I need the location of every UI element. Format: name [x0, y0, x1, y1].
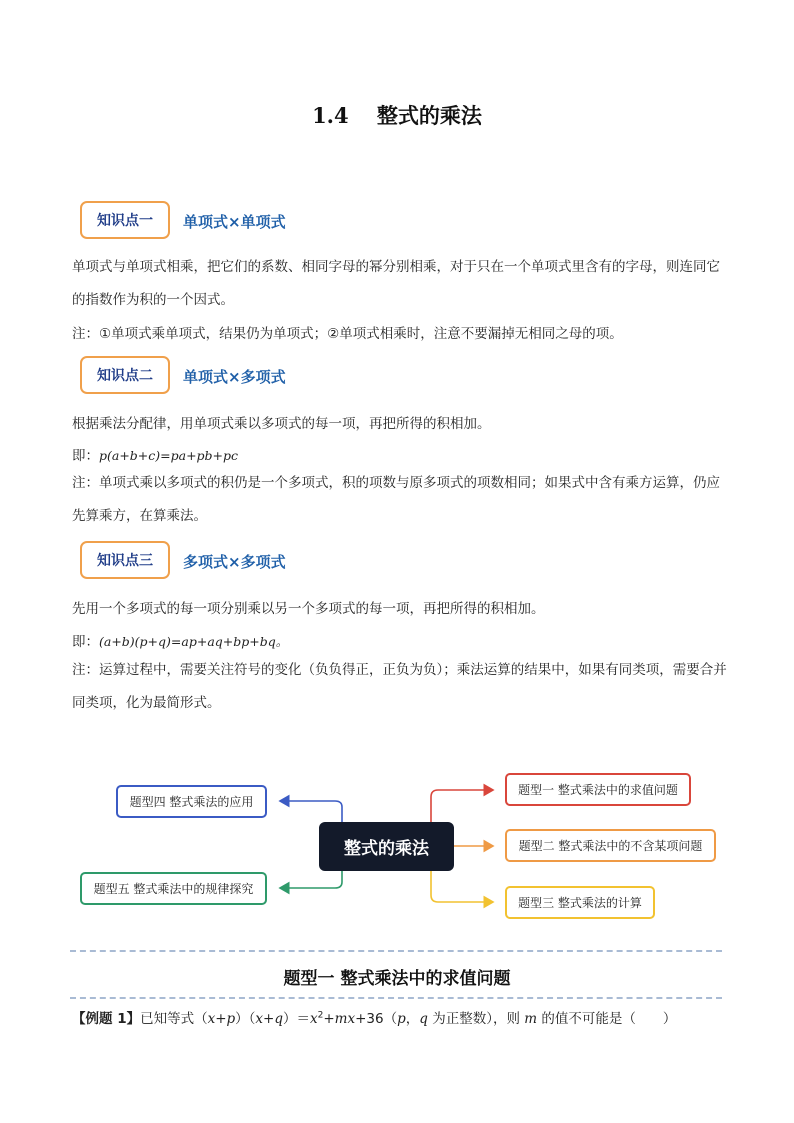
example-text: ）（: [235, 1011, 256, 1027]
knowledge-point-3-badge: 知识点三: [80, 541, 170, 579]
section-divider-bottom: [70, 997, 722, 999]
example-math: x: [310, 1011, 318, 1027]
example-text: ，: [405, 1011, 420, 1027]
mindmap-node-t5: 题型五 整式乘法中的规律探究: [80, 872, 267, 905]
example-text: ）＝: [283, 1011, 310, 1027]
knowledge-point-3-formula: (a+b)(p+q)=ap+aq+bp+bq。: [99, 634, 289, 649]
formula-prefix: 即：: [72, 634, 99, 650]
example-math: +mx+: [323, 1011, 367, 1027]
knowledge-point-2-note: 注：单项式乘以多项式的积仍是一个多项式，积的项数与原多项式的项数相同；如果式中含有乘方运算，仍应先算乘方，在算乘法。: [72, 475, 720, 524]
formula-prefix: 即：: [72, 448, 99, 464]
knowledge-point-3-text: 先用一个多项式的每一项分别乘以另一个多项式的每一项，再把所得的积相加。: [72, 601, 545, 617]
knowledge-point-2-heading: 单项式×多项式: [183, 368, 286, 386]
example-1: [72, 1007, 676, 1027]
knowledge-point-2-badge: 知识点二: [80, 356, 170, 394]
mindmap-node-t4: 题型四 整式乘法的应用: [116, 785, 267, 818]
example-math: x+q: [255, 1011, 283, 1027]
example-math: p: [397, 1011, 406, 1027]
knowledge-point-2-text: 根据乘法分配律，用单项式乘以多项式的每一项，再把所得的积相加。: [72, 416, 491, 432]
knowledge-point-1-note: 注：①单项式乘单项式，结果仍为单项式；②单项式相乘时，注意不要漏掉无相同之母的项。: [72, 326, 623, 342]
mindmap-node-t3: 题型三 整式乘法的计算: [505, 886, 655, 919]
example-number: 36: [366, 1011, 384, 1027]
knowledge-point-2-formula: p(a+b+c)=pa+pb+pc: [99, 448, 239, 463]
example-exponent: 2: [317, 1010, 324, 1021]
example-text: 为正整数），则: [427, 1011, 525, 1027]
knowledge-point-3-heading: 多项式×多项式: [183, 553, 286, 571]
page-title: 1.4 整式的乘法: [312, 103, 482, 128]
example-math: x+p: [207, 1011, 236, 1027]
section-title: 题型一 整式乘法中的求值问题: [283, 969, 511, 989]
mindmap-node-t2: 题型二 整式乘法中的不含某项问题: [505, 829, 716, 862]
connector-t3: [431, 871, 493, 902]
knowledge-point-3-note: 注：运算过程中，需要关注符号的变化（负负得正，正负为负）；乘法运算的结果中，如果有同类项，需要合并同类项，化为最简形式。: [72, 662, 727, 711]
section-divider-top: [70, 950, 722, 952]
example-math: m: [524, 1011, 538, 1027]
mindmap-center: 整式的乘法: [319, 822, 454, 871]
example-text: 已知等式（: [140, 1011, 208, 1027]
example-math: q: [419, 1011, 428, 1027]
example-text: （: [383, 1011, 398, 1027]
knowledge-point-1-badge: 知识点一: [80, 201, 170, 239]
connector-t5: [280, 871, 342, 888]
example-text: 的值不可能是（ ）: [537, 1011, 677, 1027]
knowledge-point-1-text: 单项式与单项式相乘，把它们的系数、相同字母的幂分别相乘，对于只在一个单项式里含有的字母，则连同它的指数作为积的一个因式。: [72, 259, 720, 308]
example-label: 【例题 1】: [72, 1011, 141, 1027]
connector-t4: [280, 801, 342, 822]
mindmap-node-t1: 题型一 整式乘法中的求值问题: [505, 773, 691, 806]
knowledge-point-1-heading: 单项式×单项式: [183, 213, 286, 231]
connector-t1: [431, 790, 493, 822]
